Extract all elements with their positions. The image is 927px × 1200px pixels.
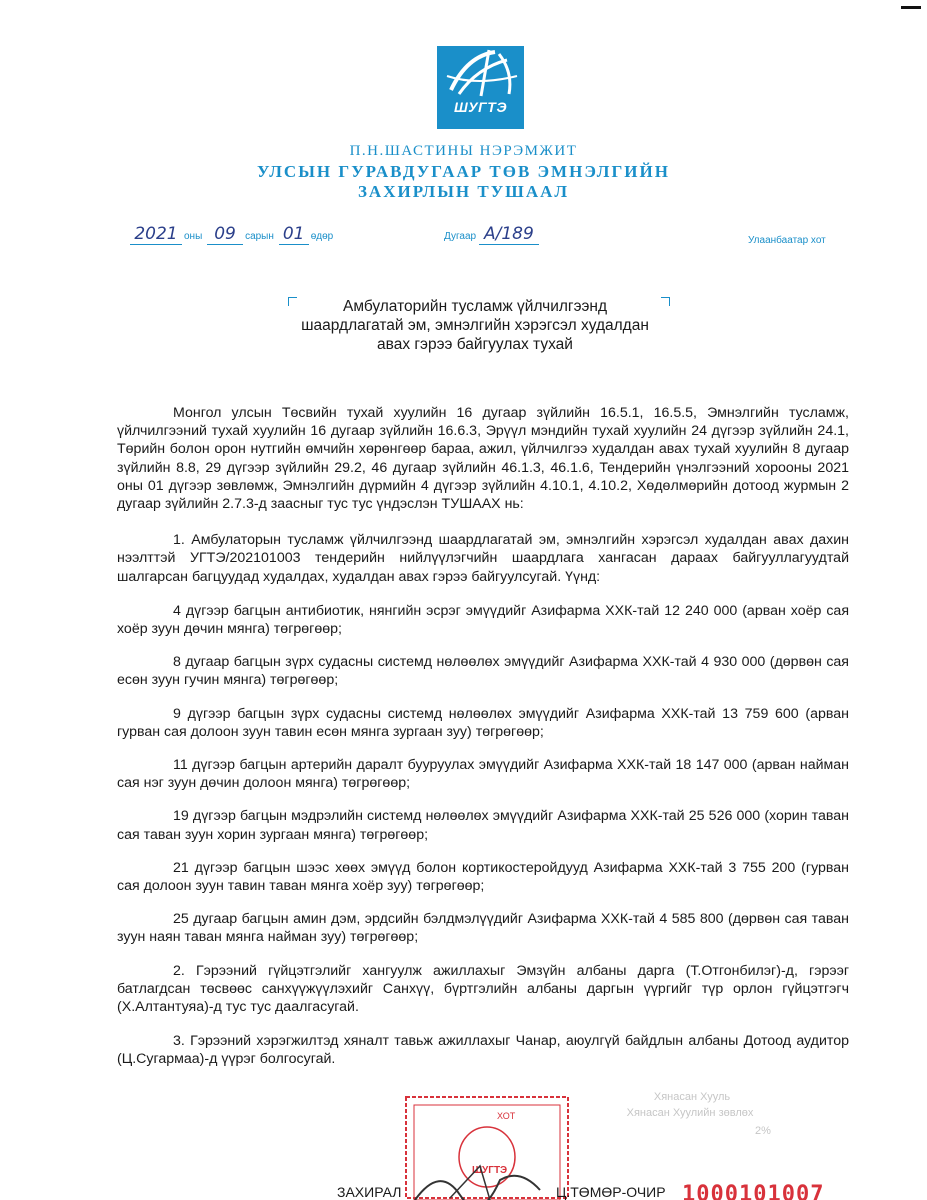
title-line-3: авах гэрээ байгуулах тухай <box>377 336 573 353</box>
bleed-through-text: 2% <box>755 1125 771 1137</box>
scan-edge-mark <box>901 6 921 9</box>
package-item: 4 дүгээр багцын антибиотик, нянгийн эсрэг эмүүдийг Азифарма ХХК-тай 12 240 000 (арван хоёр сая хоёр зуун дөчин мянга) төгрөгөөр; <box>117 602 849 638</box>
month-label: сарын <box>245 231 274 242</box>
signatory-name: Ц.ТӨМӨР-ОЧИР <box>556 1184 666 1200</box>
header-line-2: УЛСЫН ГУРАВДУГААР ТӨВ ЭМНЭЛГИЙН <box>257 162 670 181</box>
stamp-top-text: ХОТ <box>497 1111 516 1121</box>
city-label: Улаанбаатар хот <box>748 235 826 246</box>
date-day: 01 <box>279 224 309 245</box>
stamp-number: 1000101007 <box>682 1182 825 1200</box>
bleed-through-text: Хянасан Хууль <box>653 1091 731 1103</box>
logo-text: ШУГТЭ <box>453 99 508 115</box>
package-item: 25 дугаар багцын амин дэм, эрдсийн бэлдмэлүүдийг Азифарма ХХК-тай 4 585 800 (дөрвөн сая таван зуун наян таван мянга найман зуу) төгрөгөөр; <box>117 911 849 946</box>
document-body <box>117 404 849 1085</box>
package-item: 21 дүгээр багцын шээс хөөх эмүүд болон кортикостеройдууд Азифарма ХХК-тай 3 755 200 (гурван сая долоон зуун тавин таван мянга хоёр зуу) төгрөгөөр; <box>117 859 849 895</box>
day-label: өдөр <box>310 231 334 242</box>
date-year: 2021 <box>130 224 182 245</box>
header-line-3: ЗАХИРЛЫН ТУШААЛ <box>357 182 570 201</box>
package-item: 8 дугаар багцын зүрх судасны системд нөлөөлөх эмүүдийг Азифарма ХХК-тай 4 930 000 (дөрвөн сая есөн зуун гучин мянга) төгрөгөөр; <box>117 654 849 689</box>
package-item: 19 дүгээр багцын мэдрэлийн системд нөлөөлөх эмүүдийг Азифарма ХХК-тай 25 526 000 (хорин таван сая таван зуун хорин зургаан мянга) төгрөгөөр; <box>117 808 849 843</box>
year-label: оны <box>184 231 203 242</box>
intro-paragraph: Монгол улсын Төсвийн тухай хуулийн 16 дугаар зүйлийн 16.5.1, 16.5.5, Эмнэлгийн тусламж, үйлчилгээний тухай хуулийн 16 дугаар зүйлийн 16.6.3, Эрүүл мэндийн тухай хуулийн 24 дүгээр зүйлийн 24.1, Төрийн болон орон нутгийн өмчийн хөрөнгөөр бараа, ажил, үйлчилгээ худалдан авах тухай хуулийн 8 дугаар зүйлийн 8.8, 29 дүгээр зүйлийн 29.2, 46 дугаар зүйлийн 46.1.3, 46.1.6, Тендерийн үнэлгээний хорооны 2021 оны 01 дүгээр зөвлөмж, Эмнэлгийн дүрмийн 4 дүгээр зүйлийн 4.10.1, 4.10.2, Хөдөлмөрийн дотоод журмын 2 дугаар зүйлийн 2.7.3-д заасныг тус тус үндэслэн ТУШААХ нь: <box>117 405 849 513</box>
clause-3: 3. Гэрээний хэрэгжилтэд хяналт тавьж ажиллахыг Чанар, аюулгүй байдлын албаны Дотоод аудитор (Ц.Сугармаа)-д үүрэг болгосугай. <box>117 1033 849 1068</box>
bleed-through-text: Хянасан Хуулийн зөвлөх <box>626 1107 754 1119</box>
package-item: 11 дүгээр багцын артерийн даралт бууруулах эмүүдийг Азифарма ХХК-тай 18 147 000 (арван найман сая нэг зуун дөчин долоон мянга) төгрөгөөр; <box>117 757 849 792</box>
title-line-2: шаардлагатай эм, эмнэлгийн хэрэгсэл худалдан <box>301 317 649 334</box>
hospital-logo <box>437 46 524 129</box>
clause-1: 1. Амбулаторын тусламж үйлчилгээнд шаардлагатай эм, эмнэлгийн хэрэгсэл худалдан авах дахин нээлттэй УГТЭ/202101003 тендерийн нийлүүлэгчийн шаардлага хангасан дараах байгууллагуудтай шалгарсан багцуудад худалдах, худалдан авах гэрээ байгуулсугай. Үүнд: <box>117 532 849 585</box>
stamp-mid-text: ШУГТЭ <box>472 1165 508 1176</box>
header-line-1: П.Н.ШАСТИНЫ НЭРЭМЖИТ <box>349 143 578 159</box>
order-date <box>128 224 333 245</box>
signature-title: ЗАХИРАЛ <box>337 1184 402 1200</box>
document-title <box>250 297 700 354</box>
order-number <box>444 224 539 245</box>
number-label: Дугаар <box>444 231 477 242</box>
clause-2: 2. Гэрээний гүйцэтгэлийг хангуулж ажиллахыг Эмзүйн албаны дарга (Т.Отгонбилэг)-д, гэрээг батлагдсан төсвөөс санхүүжүүлэхийг Санхүү, бүртгэлийн албаны даргын үүргийг түр орлон гүйцэтгэгч (Х.Алтантуяа)-д тус тус даалгасугай. <box>117 962 849 1016</box>
date-month: 09 <box>207 224 243 245</box>
title-line-1: Амбулаторийн тусламж үйлчилгээнд <box>343 298 607 315</box>
number-value: А/189 <box>479 224 539 245</box>
hospital-emblem-icon <box>437 46 524 129</box>
signature-scribble <box>410 1160 550 1200</box>
package-item: 9 дүгээр багцын зүрх судасны системд нөлөөлөх эмүүдийг Азифарма ХХК-тай 13 759 600 (арван гурван сая долоон зуун тавин есөн мянга зургаан зуу) төгрөгөөр; <box>117 705 849 740</box>
